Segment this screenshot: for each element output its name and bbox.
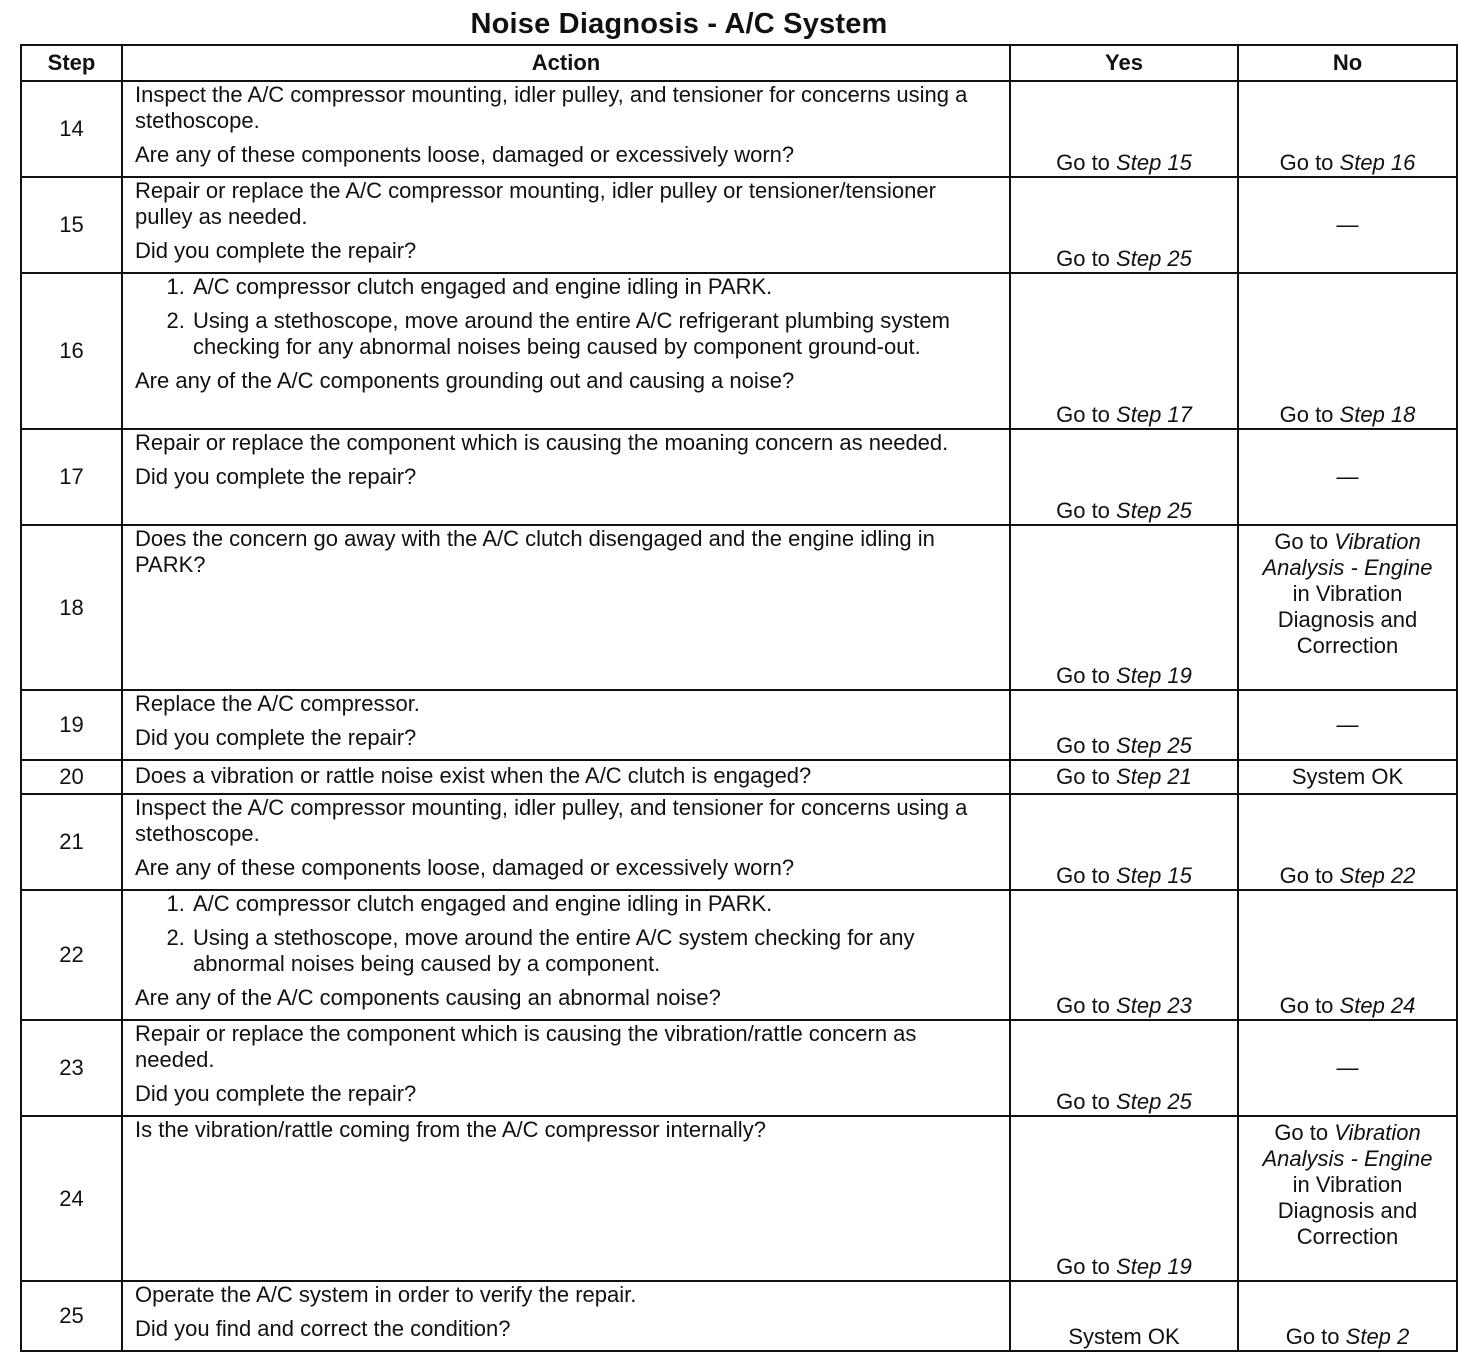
action-cell: [122, 81, 1010, 177]
yes-step-link[interactable]: Step 15: [1116, 863, 1192, 888]
yes-step-link[interactable]: Step 23: [1116, 993, 1192, 1018]
no-step-link[interactable]: Step 22: [1339, 863, 1416, 888]
action-cell: [122, 794, 1010, 890]
no-cell: [1238, 890, 1457, 1020]
header-action: Action: [122, 45, 1010, 81]
header-yes: Yes: [1010, 45, 1238, 81]
action-cell: [122, 273, 1010, 429]
action-text: Operate the A/C system in order to verify the repair.: [135, 1282, 637, 1307]
yes-prefix: Go to: [1056, 402, 1110, 427]
action-cell: [122, 1116, 1010, 1281]
yes-prefix: Go to: [1056, 733, 1110, 758]
no-cell: [1238, 794, 1457, 890]
action-question: Did you complete the repair?: [135, 464, 417, 489]
action-cell: [122, 177, 1010, 273]
action-list: [135, 274, 997, 360]
no-cell: [1238, 177, 1457, 273]
table-row: [21, 890, 1457, 1020]
no-dash: —: [1336, 712, 1359, 737]
no-step-link[interactable]: Step 2: [1345, 1324, 1410, 1349]
no-cell: [1238, 1116, 1457, 1281]
action-question: Does a vibration or rattle noise exist when the A/C clutch is engaged?: [135, 763, 812, 788]
no-prefix: Go to: [1274, 529, 1329, 554]
step-number: 23: [21, 1020, 122, 1116]
action-cell: [122, 525, 1010, 690]
yes-cell: [1010, 1281, 1238, 1351]
no-dash: —: [1336, 464, 1359, 489]
diagnosis-table: [20, 44, 1458, 1352]
yes-step-link[interactable]: Step 19: [1116, 663, 1192, 688]
table-row: [21, 794, 1457, 890]
action-question: Are any of the A/C components grounding out and causing a noise?: [135, 368, 795, 393]
action-list-item: 1. A/C compressor clutch engaged and engine idling in PARK.: [191, 274, 997, 300]
no-step-link[interactable]: Step 24: [1339, 993, 1416, 1018]
action-text: Repair or replace the A/C compressor mounting, idler pulley or tensioner/tensioner pulley as needed.: [135, 178, 936, 229]
yes-step-link[interactable]: Step 21: [1116, 764, 1192, 789]
no-prefix: Go to: [1279, 863, 1334, 888]
yes-step-link[interactable]: Step 25: [1116, 498, 1192, 523]
no-prefix: Go to: [1274, 1120, 1329, 1145]
yes-cell: [1010, 1020, 1238, 1116]
no-cell: [1238, 1281, 1457, 1351]
no-cell: [1238, 429, 1457, 525]
action-question: Does the concern go away with the A/C clutch disengaged and the engine idling in PARK?: [135, 526, 935, 577]
table-row: [21, 525, 1457, 690]
table-row: [21, 81, 1457, 177]
yes-cell: [1010, 177, 1238, 273]
no-result: System OK: [1291, 764, 1404, 789]
yes-prefix: Go to: [1056, 993, 1110, 1018]
action-text: Inspect the A/C compressor mounting, idler pulley, and tensioner for concerns using a stethoscope.: [135, 795, 968, 846]
table-row: [21, 1020, 1457, 1116]
yes-step-link[interactable]: Step 25: [1116, 733, 1192, 758]
yes-cell: [1010, 525, 1238, 690]
no-reference-link[interactable]: Vibration Analysis - Engine: [1262, 529, 1433, 580]
no-prefix: Go to: [1279, 402, 1334, 427]
header-row: [21, 45, 1457, 81]
no-step-link[interactable]: Step 16: [1339, 150, 1416, 175]
no-cell: [1238, 273, 1457, 429]
action-list-item: 2. Using a stethoscope, move around the entire A/C refrigerant plumbing system checking for any abnormal noises being caused by component ground-out.: [191, 308, 997, 360]
yes-prefix: Go to: [1056, 1254, 1110, 1279]
table-row: [21, 1116, 1457, 1281]
action-question: Did you complete the repair?: [135, 725, 417, 750]
yes-cell: [1010, 273, 1238, 429]
header-no: No: [1238, 45, 1457, 81]
yes-cell: [1010, 1116, 1238, 1281]
table-row: [21, 177, 1457, 273]
page-title: Noise Diagnosis - A/C System: [470, 8, 888, 40]
step-number: 14: [21, 81, 122, 177]
no-prefix: Go to: [1279, 993, 1334, 1018]
action-text: Inspect the A/C compressor mounting, idler pulley, and tensioner for concerns using a stethoscope.: [135, 82, 968, 133]
action-cell: [122, 690, 1010, 760]
step-number: 17: [21, 429, 122, 525]
action-question: Are any of the A/C components causing an abnormal noise?: [135, 985, 721, 1010]
yes-cell: [1010, 890, 1238, 1020]
action-cell: [122, 429, 1010, 525]
yes-cell: [1010, 690, 1238, 760]
yes-prefix: Go to: [1056, 764, 1110, 789]
no-dash: —: [1336, 212, 1359, 237]
yes-step-link[interactable]: Step 25: [1116, 1089, 1192, 1114]
action-list: [135, 891, 997, 977]
action-question: Did you complete the repair?: [135, 1081, 417, 1106]
yes-prefix: Go to: [1056, 863, 1110, 888]
action-cell: [122, 890, 1010, 1020]
table-row: [21, 429, 1457, 525]
step-number: 22: [21, 890, 122, 1020]
no-step-link[interactable]: Step 18: [1339, 402, 1416, 427]
action-list-item: 1. A/C compressor clutch engaged and engine idling in PARK.: [191, 891, 997, 917]
no-cell: [1238, 81, 1457, 177]
step-number: 15: [21, 177, 122, 273]
yes-cell: [1010, 81, 1238, 177]
step-number: 20: [21, 760, 122, 794]
yes-prefix: Go to: [1056, 498, 1110, 523]
action-text: Replace the A/C compressor.: [135, 691, 420, 716]
step-number: 19: [21, 690, 122, 760]
table-row: [21, 273, 1457, 429]
yes-prefix: Go to: [1056, 150, 1110, 175]
no-cell: [1238, 690, 1457, 760]
action-question: Did you complete the repair?: [135, 238, 417, 263]
action-cell: [122, 1020, 1010, 1116]
action-question: Are any of these components loose, damaged or excessively worn?: [135, 142, 795, 167]
yes-cell: [1010, 760, 1238, 794]
yes-cell: [1010, 429, 1238, 525]
yes-prefix: Go to: [1056, 246, 1110, 271]
yes-cell: [1010, 794, 1238, 890]
no-suffix: in Vibration Diagnosis and Correction: [1277, 581, 1418, 658]
no-cell: [1238, 525, 1457, 690]
action-list-item: 2. Using a stethoscope, move around the entire A/C system checking for any abnormal noises being caused by a component.: [191, 925, 997, 977]
action-question: Did you find and correct the condition?: [135, 1316, 511, 1341]
step-number: 24: [21, 1116, 122, 1281]
yes-step-link[interactable]: Step 19: [1116, 1254, 1192, 1279]
yes-result: System OK: [1068, 1324, 1180, 1349]
action-text: Repair or replace the component which is causing the vibration/rattle concern as needed.: [135, 1021, 917, 1072]
header-step: Step: [21, 45, 122, 81]
action-cell: [122, 1281, 1010, 1351]
step-number: 16: [21, 273, 122, 429]
action-question: Are any of these components loose, damaged or excessively worn?: [135, 855, 795, 880]
action-question: Is the vibration/rattle coming from the A/C compressor internally?: [135, 1117, 766, 1142]
no-cell: [1238, 760, 1457, 794]
yes-step-link[interactable]: Step 17: [1116, 402, 1192, 427]
table-row: [21, 760, 1457, 794]
action-text: Repair or replace the component which is causing the moaning concern as needed.: [135, 430, 949, 455]
no-cell: [1238, 1020, 1457, 1116]
no-reference-link[interactable]: Vibration Analysis - Engine: [1262, 1120, 1433, 1171]
no-suffix: in Vibration Diagnosis and Correction: [1277, 1172, 1418, 1249]
step-number: 18: [21, 525, 122, 690]
action-cell: [122, 760, 1010, 794]
table-row: [21, 1281, 1457, 1351]
no-dash: —: [1336, 1055, 1359, 1080]
yes-step-link[interactable]: Step 25: [1116, 246, 1192, 271]
yes-prefix: Go to: [1056, 1089, 1110, 1114]
step-number: 21: [21, 794, 122, 890]
yes-step-link[interactable]: Step 15: [1116, 150, 1192, 175]
no-prefix: Go to: [1285, 1324, 1340, 1349]
table-row: [21, 690, 1457, 760]
yes-prefix: Go to: [1056, 663, 1110, 688]
no-prefix: Go to: [1279, 150, 1334, 175]
step-number: 25: [21, 1281, 122, 1351]
